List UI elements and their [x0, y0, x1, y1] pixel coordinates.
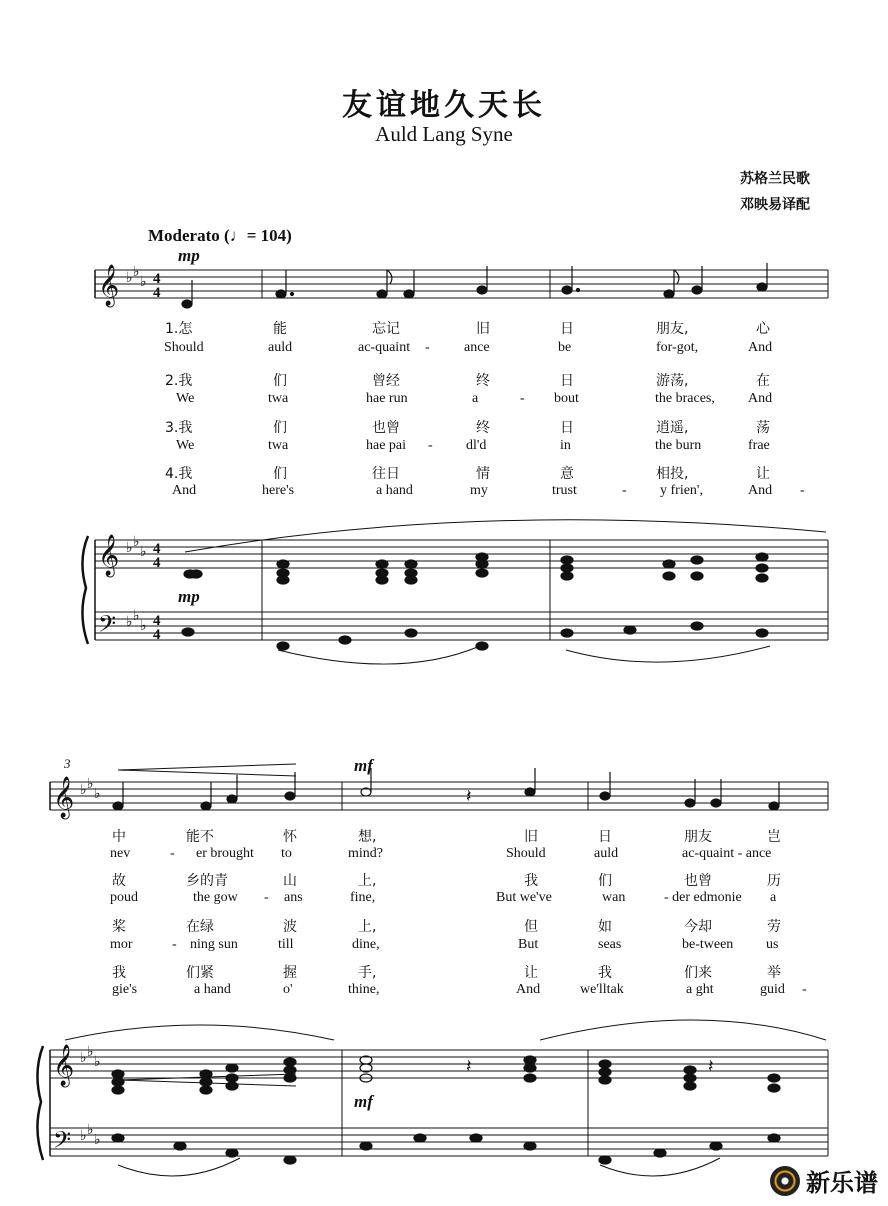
piano-bass-staff-2	[50, 1128, 828, 1156]
svg-text:4: 4	[153, 613, 161, 629]
lyric-en: frae	[748, 438, 770, 453]
lyric-en: the gow	[193, 890, 238, 905]
lyric-en: -	[428, 438, 433, 453]
lyric-zh: 我	[524, 873, 538, 889]
lyric-zh: 日	[598, 829, 612, 845]
lyric-en: us	[766, 937, 779, 952]
lyric-en: dine,	[352, 937, 380, 952]
svg-text:♭: ♭	[80, 1128, 87, 1144]
lyric-en: Should	[506, 846, 546, 861]
dynamic-mp-voice: mp	[178, 246, 200, 265]
voice-staff-2	[50, 782, 828, 810]
svg-text:♭: ♭	[133, 608, 140, 624]
piano-treble-staff-1	[95, 540, 828, 568]
lyric-zh: 让	[756, 466, 770, 482]
svg-text:♭: ♭	[80, 782, 87, 798]
lyric-zh: 们	[273, 466, 287, 482]
lyric-zh: 荡	[756, 420, 770, 436]
lyric-zh: 我	[598, 965, 612, 981]
lyric-en: for-got,	[656, 340, 699, 355]
lyric-zh: 故	[112, 873, 126, 889]
lyric-zh: 朋友,	[656, 321, 689, 337]
lyric-zh: 岂	[767, 829, 781, 845]
lyric-en: gie's	[112, 982, 138, 997]
lyric-zh: 也曾	[372, 420, 400, 436]
lyric-en: -	[170, 846, 175, 861]
lyric-zh: 山	[283, 873, 297, 889]
lyric-en: ac-quaint	[358, 340, 411, 355]
lyric-zh: 日	[560, 373, 574, 389]
lyric-en: And	[748, 391, 773, 406]
lyric-en: dl'd	[466, 438, 487, 453]
svg-text:𝄽: 𝄽	[708, 1056, 714, 1077]
lyric-en: -	[520, 391, 525, 406]
lyric-zh: 能不	[186, 829, 214, 845]
lyric-en: a hand	[376, 483, 413, 498]
lyric-zh: 上,	[358, 873, 377, 889]
credit-arranger: 邓映易译配	[740, 197, 810, 213]
lyric-en: guid	[760, 982, 785, 997]
lyric-en: to	[281, 846, 292, 861]
svg-text:𝄽: 𝄽	[466, 786, 472, 807]
lyric-zh: 心	[756, 321, 770, 337]
lyric-zh: 们紧	[186, 965, 214, 981]
lyric-en: bout	[554, 391, 579, 406]
svg-text:𝄽: 𝄽	[466, 1056, 472, 1077]
svg-text:♭: ♭	[133, 264, 140, 280]
svg-text:4: 4	[153, 627, 161, 643]
lyric-zh: 举	[767, 965, 781, 981]
lyric-zh: 忘记	[372, 321, 400, 337]
tempo-paren-close: )	[286, 226, 292, 245]
svg-text:♭: ♭	[133, 534, 140, 550]
lyric-en: the braces,	[655, 391, 715, 406]
lyric-zh: 1.怎	[165, 321, 193, 337]
lyric-en: ning sun	[190, 937, 238, 952]
lyric-zh: 往日	[372, 466, 400, 482]
svg-text:𝄢: 𝄢	[98, 610, 117, 643]
lyric-en: And	[748, 340, 773, 355]
lyric-en: trust	[552, 483, 577, 498]
svg-text:♭: ♭	[140, 618, 147, 634]
lyric-en: hae run	[366, 391, 408, 406]
svg-text:♭: ♭	[140, 544, 147, 560]
lyric-en: - der edmonie	[664, 890, 742, 905]
svg-text:♭: ♭	[80, 1050, 87, 1066]
svg-text:𝄞: 𝄞	[98, 535, 120, 576]
lyric-zh: 曾经	[372, 373, 400, 389]
title-english: Auld Lang Syne	[375, 122, 513, 146]
lyric-zh: 如	[598, 919, 612, 935]
lyric-zh: 在	[756, 373, 770, 389]
svg-text:𝄞: 𝄞	[53, 777, 75, 818]
lyric-zh: 们	[598, 873, 612, 889]
lyric-en: y frien',	[660, 483, 703, 498]
lyric-zh: 也曾	[684, 873, 712, 889]
lyric-zh: 们来	[684, 965, 712, 981]
lyric-zh: 日	[560, 420, 574, 436]
lyric-zh: 4.我	[165, 466, 193, 482]
lyric-en: We	[176, 391, 195, 406]
lyric-en: We	[176, 438, 195, 453]
lyric-en: And	[516, 982, 541, 997]
voice-staff-1	[95, 270, 828, 298]
lyric-zh: 历	[767, 873, 781, 889]
lyric-zh: 意	[560, 466, 574, 482]
lyric-zh: 波	[283, 919, 297, 935]
svg-text:♭: ♭	[126, 614, 133, 630]
lyric-en: here's	[262, 483, 295, 498]
svg-text:4: 4	[153, 285, 161, 301]
dynamic-mp-piano: mp	[178, 587, 200, 606]
tempo-bpm: = 104	[246, 226, 287, 245]
svg-text:♭: ♭	[140, 274, 147, 290]
lyric-zh: 桨	[112, 919, 126, 935]
lyric-en: -	[264, 890, 269, 905]
lyric-en: And	[172, 483, 197, 498]
lyric-en: fine,	[350, 890, 376, 905]
record-icon	[770, 1166, 800, 1196]
lyric-zh: 我	[112, 965, 126, 981]
lyric-en: o'	[283, 982, 293, 997]
tempo-text: Moderato	[148, 226, 220, 245]
lyric-en: -	[800, 483, 805, 498]
lyric-en: auld	[594, 846, 619, 861]
svg-text:♭: ♭	[94, 1132, 101, 1148]
lyric-zh: 游荡,	[656, 373, 689, 389]
lyric-zh: 相投,	[656, 466, 689, 482]
lyric-en: be	[558, 340, 572, 355]
lyric-en: But	[518, 937, 539, 952]
lyric-en: the burn	[655, 438, 702, 453]
lyric-en: Should	[164, 340, 204, 355]
measure-number: 3	[64, 756, 71, 771]
lyric-en: poud	[110, 890, 138, 905]
svg-text:4: 4	[153, 555, 161, 571]
lyric-en: in	[560, 438, 571, 453]
lyric-zh: 怀	[283, 829, 297, 845]
lyric-zh: 日	[560, 321, 574, 337]
lyric-en: a ght	[686, 982, 714, 997]
lyric-en: be-tween	[682, 937, 734, 952]
lyric-zh: 能	[273, 321, 287, 337]
lyric-en: But we've	[496, 890, 552, 905]
dynamic-mf-voice: mf	[354, 756, 373, 775]
lyric-en: mind?	[348, 846, 383, 861]
lyric-zh: 们	[273, 373, 287, 389]
svg-text:♭: ♭	[94, 1054, 101, 1070]
lyric-zh: 但	[524, 919, 538, 935]
piano-bass-staff-1	[95, 612, 828, 640]
lyric-zh: 终	[476, 373, 490, 389]
lyric-en: auld	[268, 340, 293, 355]
svg-text:𝄢: 𝄢	[53, 1126, 72, 1159]
lyric-en: ans	[284, 890, 303, 905]
lyric-en: till	[278, 937, 294, 952]
lyric-zh: 2.我	[165, 373, 193, 389]
svg-text:♭: ♭	[126, 540, 133, 556]
svg-text:♭: ♭	[87, 1122, 94, 1138]
lyric-en: wan	[602, 890, 626, 905]
lyric-zh: 终	[476, 420, 490, 436]
lyric-zh: 中	[112, 829, 126, 845]
lyric-zh: 旧	[524, 829, 538, 845]
watermark-text: 新乐谱	[806, 1169, 878, 1197]
lyric-en: -	[622, 483, 627, 498]
lyric-en: ance	[464, 340, 490, 355]
lyric-zh: 劳	[767, 919, 781, 935]
lyric-en: we'lltak	[580, 982, 624, 997]
lyric-en: thine,	[348, 982, 380, 997]
lyric-en: ac-quaint - ance	[682, 846, 772, 861]
lyric-en: nev	[110, 846, 131, 861]
title-chinese: 友谊地久天长	[342, 88, 546, 123]
lyric-en: twa	[268, 391, 289, 406]
svg-text:𝄞: 𝄞	[53, 1045, 75, 1086]
lyric-en: -	[802, 982, 807, 997]
lyric-zh: 朋友	[684, 829, 712, 845]
lyric-zh: 3.我	[165, 420, 193, 436]
lyric-zh: 旧	[476, 321, 490, 337]
lyric-en: a	[472, 391, 479, 406]
lyric-zh: 想,	[358, 829, 377, 845]
lyric-zh: 让	[524, 965, 538, 981]
tempo-paren: (	[224, 226, 230, 245]
lyric-en: mor	[110, 937, 133, 952]
lyric-en: -	[172, 937, 177, 952]
svg-text:4: 4	[153, 541, 161, 557]
lyric-zh: 们	[273, 420, 287, 436]
lyric-zh: 逍遥,	[656, 420, 689, 436]
watermark-logo	[770, 1163, 878, 1198]
lyric-en: a hand	[194, 982, 231, 997]
lyric-en: -	[425, 340, 430, 355]
lyric-zh: 上,	[358, 919, 377, 935]
lyric-en: a	[770, 890, 777, 905]
credit-origin: 苏格兰民歌	[740, 171, 810, 187]
svg-text:𝄞: 𝄞	[98, 265, 120, 306]
svg-text:4: 4	[153, 271, 161, 287]
lyric-en: twa	[268, 438, 289, 453]
lyric-en: And	[748, 483, 773, 498]
svg-text:♭: ♭	[94, 786, 101, 802]
lyric-zh: 在绿	[186, 919, 214, 935]
lyric-zh: 握	[283, 965, 297, 981]
lyric-en: my	[470, 483, 488, 498]
dynamic-mf-piano: mf	[354, 1092, 373, 1111]
svg-text:♭: ♭	[87, 776, 94, 792]
svg-text:♭: ♭	[126, 270, 133, 286]
lyric-en: hae pai	[366, 438, 407, 453]
lyric-zh: 手,	[358, 965, 377, 981]
svg-text:♭: ♭	[87, 1044, 94, 1060]
lyric-en: seas	[598, 937, 622, 952]
lyric-zh: 今却	[684, 919, 712, 935]
lyric-zh: 乡的青	[186, 873, 228, 889]
lyric-en: er brought	[196, 846, 254, 861]
quarter-note-icon: ♩	[229, 226, 247, 245]
lyric-zh: 情	[476, 466, 490, 482]
